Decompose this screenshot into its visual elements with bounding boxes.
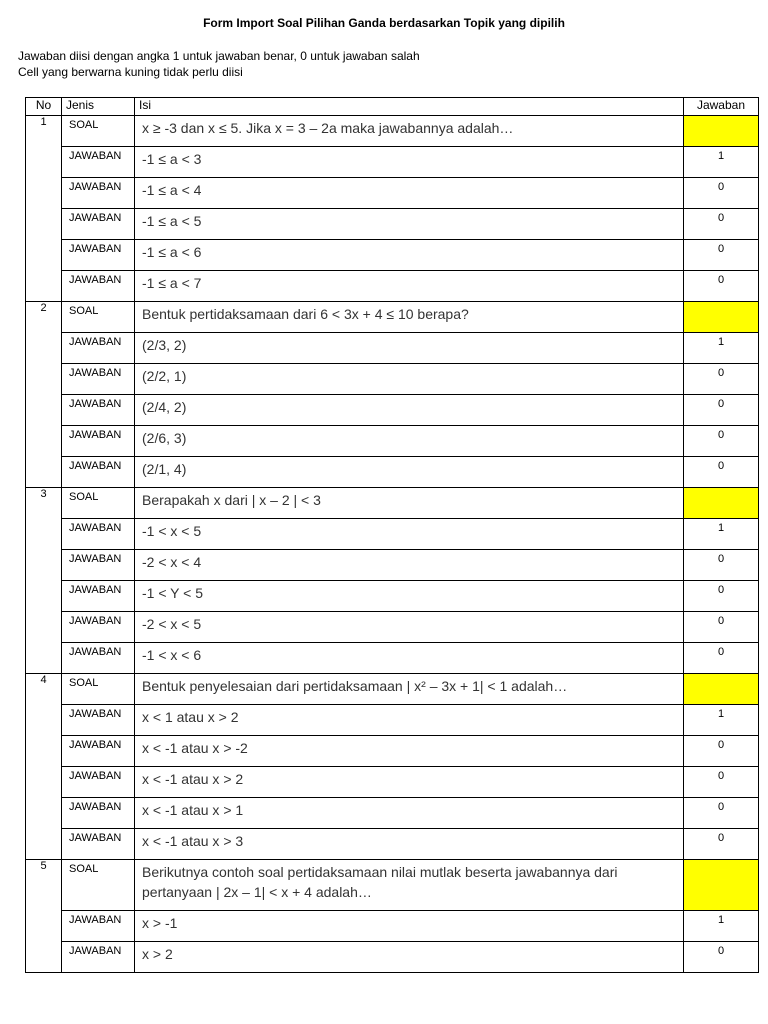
answer-value-cell[interactable]: 0 xyxy=(684,457,759,488)
answer-value-cell[interactable]: 0 xyxy=(684,942,759,973)
answer-text-cell[interactable]: x < -1 atau x > 2 xyxy=(135,767,684,798)
answer-value-cell[interactable]: 0 xyxy=(684,798,759,829)
instruction-note: Jawaban diisi dengan angka 1 untuk jawaban benar, 0 untuk jawaban salah xyxy=(18,49,420,63)
answer-row xyxy=(26,767,759,798)
jenis-cell: JAWABAN xyxy=(62,271,135,302)
answer-row xyxy=(26,426,759,457)
jenis-cell: SOAL xyxy=(62,674,135,705)
answer-row xyxy=(26,457,759,488)
answer-text-cell[interactable]: x > 2 xyxy=(135,942,684,973)
answer-value-cell[interactable]: 0 xyxy=(684,240,759,271)
answer-row xyxy=(26,240,759,271)
question-number: 5 xyxy=(26,860,62,973)
answer-value-cell[interactable]: 1 xyxy=(684,147,759,178)
answer-text-cell[interactable]: -1 ≤ a < 4 xyxy=(135,178,684,209)
question-row xyxy=(26,674,759,705)
header-jawaban: Jawaban xyxy=(684,98,759,116)
question-number: 3 xyxy=(26,488,62,674)
jenis-cell: JAWABAN xyxy=(62,147,135,178)
question-row xyxy=(26,860,759,911)
jenis-cell: JAWABAN xyxy=(62,240,135,271)
header-jenis: Jenis xyxy=(62,98,135,116)
answer-row xyxy=(26,829,759,860)
jenis-cell: JAWABAN xyxy=(62,612,135,643)
jenis-cell: JAWABAN xyxy=(62,519,135,550)
jenis-cell: JAWABAN xyxy=(62,911,135,942)
answer-text-cell[interactable]: (2/3, 2) xyxy=(135,333,684,364)
form-title: Form Import Soal Pilihan Ganda berdasarkan Topik yang dipilih xyxy=(203,16,565,30)
answer-row xyxy=(26,942,759,973)
answer-text-cell[interactable]: -1 < x < 6 xyxy=(135,643,684,674)
answer-value-cell[interactable]: 0 xyxy=(684,209,759,240)
jenis-cell: SOAL xyxy=(62,488,135,519)
answer-value-cell[interactable]: 0 xyxy=(684,550,759,581)
answer-text-cell[interactable]: x < -1 atau x > -2 xyxy=(135,736,684,767)
header-isi: Isi xyxy=(135,98,684,116)
answer-text-cell[interactable]: -1 ≤ a < 6 xyxy=(135,240,684,271)
answer-value-cell[interactable]: 1 xyxy=(684,911,759,942)
answer-row xyxy=(26,643,759,674)
answer-text-cell[interactable]: -1 ≤ a < 5 xyxy=(135,209,684,240)
jenis-cell: JAWABAN xyxy=(62,798,135,829)
answer-text-cell[interactable]: -1 < x < 5 xyxy=(135,519,684,550)
answer-value-cell[interactable]: 0 xyxy=(684,364,759,395)
table-body xyxy=(26,116,759,973)
jenis-cell: JAWABAN xyxy=(62,395,135,426)
answer-value-cell[interactable]: 0 xyxy=(684,581,759,612)
answer-text-cell[interactable]: (2/1, 4) xyxy=(135,457,684,488)
jenis-cell: JAWABAN xyxy=(62,550,135,581)
answer-row xyxy=(26,271,759,302)
answer-text-cell[interactable]: (2/4, 2) xyxy=(135,395,684,426)
answer-row xyxy=(26,550,759,581)
jenis-cell: JAWABAN xyxy=(62,457,135,488)
answer-cell-highlighted xyxy=(684,860,759,911)
jenis-cell: JAWABAN xyxy=(62,209,135,240)
highlight-note: Cell yang berwarna kuning tidak perlu diisi xyxy=(18,65,243,79)
answer-value-cell[interactable]: 1 xyxy=(684,705,759,736)
answer-text-cell[interactable]: -1 < Y < 5 xyxy=(135,581,684,612)
question-text-cell[interactable]: x ≥ -3 dan x ≤ 5. Jika x = 3 – 2a maka jawabannya adalah… xyxy=(135,116,684,147)
jenis-cell: JAWABAN xyxy=(62,736,135,767)
answer-row xyxy=(26,333,759,364)
answer-text-cell[interactable]: x < 1 atau x > 2 xyxy=(135,705,684,736)
answer-row xyxy=(26,147,759,178)
answer-cell-highlighted xyxy=(684,674,759,705)
answer-text-cell[interactable]: (2/6, 3) xyxy=(135,426,684,457)
jenis-cell: JAWABAN xyxy=(62,364,135,395)
answer-value-cell[interactable]: 0 xyxy=(684,643,759,674)
answer-row xyxy=(26,209,759,240)
jenis-cell: JAWABAN xyxy=(62,705,135,736)
answer-row xyxy=(26,519,759,550)
answer-text-cell[interactable]: x < -1 atau x > 3 xyxy=(135,829,684,860)
jenis-cell: JAWABAN xyxy=(62,581,135,612)
jenis-cell: JAWABAN xyxy=(62,178,135,209)
answer-value-cell[interactable]: 0 xyxy=(684,612,759,643)
answer-row xyxy=(26,612,759,643)
jenis-cell: JAWABAN xyxy=(62,942,135,973)
answer-text-cell[interactable]: -1 ≤ a < 7 xyxy=(135,271,684,302)
question-row xyxy=(26,302,759,333)
question-text-cell[interactable]: Bentuk pertidaksamaan dari 6 < 3x + 4 ≤ 10 berapa? xyxy=(135,302,684,333)
answer-cell-highlighted xyxy=(684,488,759,519)
jenis-cell: JAWABAN xyxy=(62,767,135,798)
answer-value-cell[interactable]: 0 xyxy=(684,736,759,767)
answer-row xyxy=(26,178,759,209)
answer-value-cell[interactable]: 0 xyxy=(684,395,759,426)
answer-value-cell[interactable]: 0 xyxy=(684,829,759,860)
jenis-cell: JAWABAN xyxy=(62,426,135,457)
answer-text-cell[interactable]: -2 < x < 4 xyxy=(135,550,684,581)
question-number: 1 xyxy=(26,116,62,302)
header-no: No xyxy=(26,98,62,116)
jenis-cell: JAWABAN xyxy=(62,829,135,860)
jenis-cell: JAWABAN xyxy=(62,643,135,674)
answer-row xyxy=(26,798,759,829)
answer-row xyxy=(26,364,759,395)
question-text-cell[interactable]: Bentuk penyelesaian dari pertidaksamaan | x² – 3x + 1| < 1 adalah… xyxy=(135,674,684,705)
question-row xyxy=(26,116,759,147)
jenis-cell: SOAL xyxy=(62,116,135,147)
answer-text-cell[interactable]: (2/2, 1) xyxy=(135,364,684,395)
answer-text-cell[interactable]: x > -1 xyxy=(135,911,684,942)
answer-text-cell[interactable]: -1 ≤ a < 3 xyxy=(135,147,684,178)
header-row xyxy=(26,98,759,116)
question-row xyxy=(26,488,759,519)
answer-value-cell[interactable]: 0 xyxy=(684,178,759,209)
answer-row xyxy=(26,911,759,942)
question-number: 4 xyxy=(26,674,62,860)
jenis-cell: SOAL xyxy=(62,860,135,911)
answer-row xyxy=(26,395,759,426)
answer-value-cell[interactable]: 0 xyxy=(684,767,759,798)
answer-cell-highlighted xyxy=(684,116,759,147)
answer-value-cell[interactable]: 0 xyxy=(684,271,759,302)
answer-cell-highlighted xyxy=(684,302,759,333)
answer-row xyxy=(26,581,759,612)
question-number: 2 xyxy=(26,302,62,488)
answer-row xyxy=(26,705,759,736)
question-text-cell[interactable]: Berapakah x dari | x – 2 | < 3 xyxy=(135,488,684,519)
answer-text-cell[interactable]: x < -1 atau x > 1 xyxy=(135,798,684,829)
jenis-cell: SOAL xyxy=(62,302,135,333)
answer-value-cell[interactable]: 0 xyxy=(684,426,759,457)
question-text-cell[interactable]: Berikutnya contoh soal pertidaksamaan nilai mutlak beserta jawabannya dari pertanyaan | 2x – 1| < x + 4 adalah… xyxy=(135,860,684,911)
question-table xyxy=(25,97,759,973)
answer-text-cell[interactable]: -2 < x < 5 xyxy=(135,612,684,643)
answer-value-cell[interactable]: 1 xyxy=(684,519,759,550)
jenis-cell: JAWABAN xyxy=(62,333,135,364)
answer-value-cell[interactable]: 1 xyxy=(684,333,759,364)
answer-row xyxy=(26,736,759,767)
